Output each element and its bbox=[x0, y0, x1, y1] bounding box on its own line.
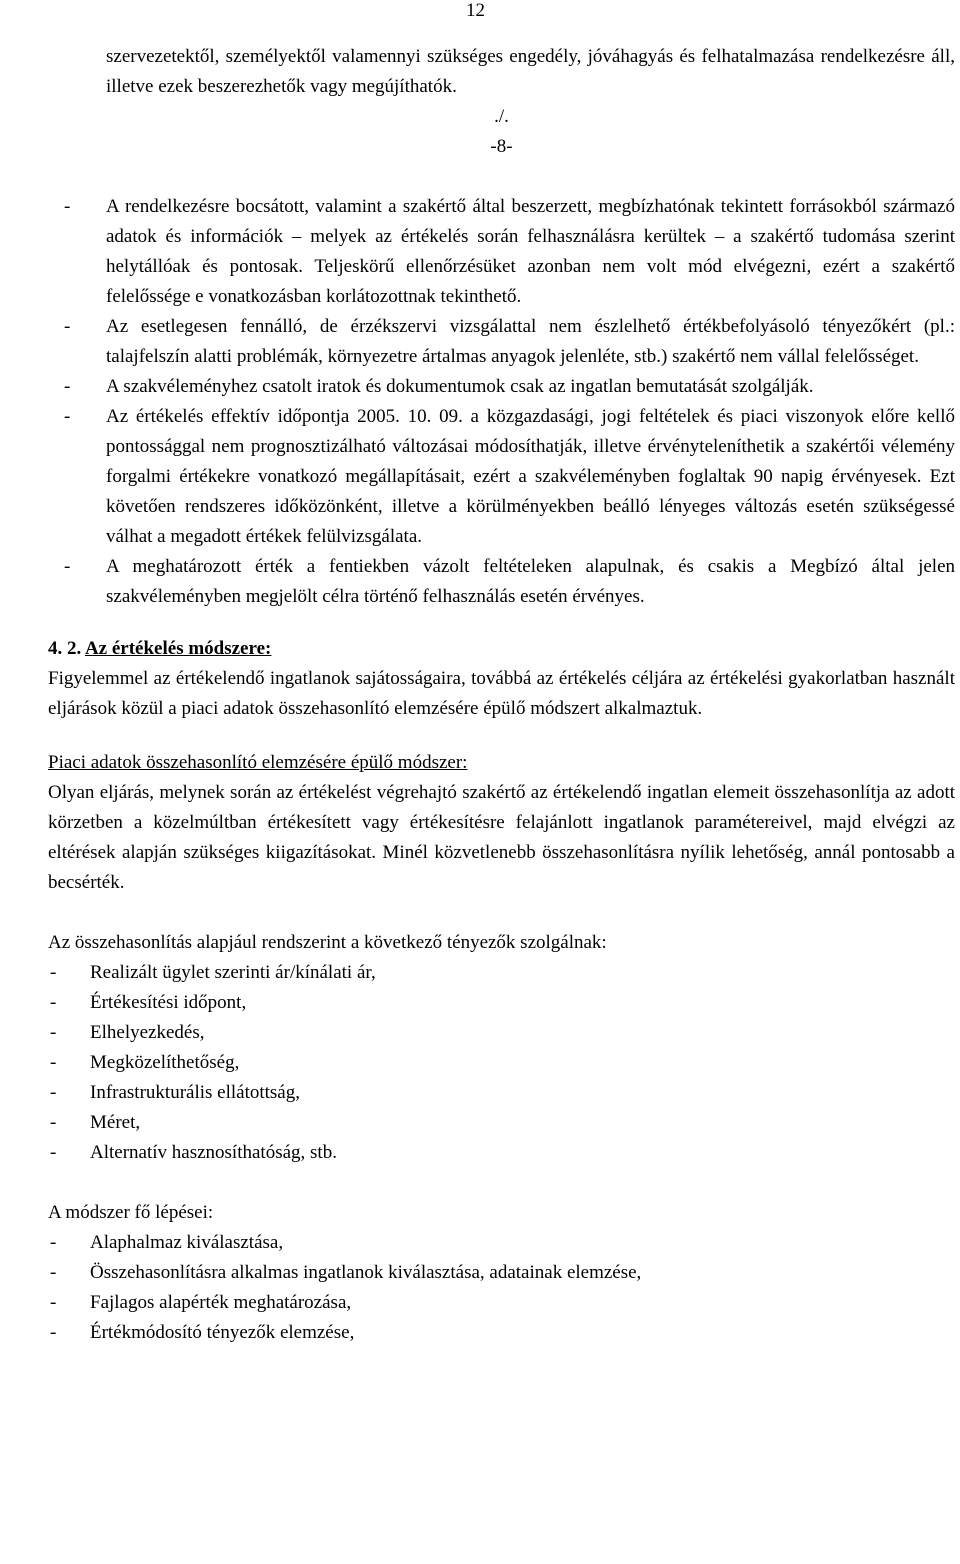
factors-intro: Az összehasonlítás alapjául rendszerint a következő tényezők szolgálnak: bbox=[48, 932, 607, 953]
list-item: - Összehasonlításra alkalmas ingatlanok kiválasztása, adatainak elemzése, bbox=[48, 1258, 955, 1288]
section-paragraph: Figyelemmel az értékelendő ingatlanok sajátosságaira, továbbá az értékelés céljára az értékelési gyakorlatban használt eljárások közül a piaci adatok összehasonlító elemzésére épülő módszert alkalmaztuk. bbox=[48, 668, 955, 719]
intro-paragraph: szervezetektől, személyektől valamennyi szükséges engedély, jóváhagyás és felhatalmazása rendelkezésre áll, illetve ezek beszerezhetők vagy megújíthatók. bbox=[106, 46, 955, 97]
method-heading: Piaci adatok összehasonlító elemzésére épülő módszer: bbox=[48, 752, 468, 773]
list-item: - Megközelíthetőség, bbox=[48, 1048, 955, 1078]
list-item: - Méret, bbox=[48, 1108, 955, 1138]
steps-intro: A módszer fő lépései: bbox=[48, 1202, 214, 1223]
list-item: - Alaphalmaz kiválasztása, bbox=[48, 1228, 955, 1258]
section-mark: -8- bbox=[490, 136, 513, 157]
section-heading bbox=[48, 634, 955, 664]
list-item: - Elhelyezkedés, bbox=[48, 1018, 955, 1048]
page-number: 12 bbox=[466, 0, 485, 21]
document-body bbox=[48, 42, 955, 1348]
section-title: Az értékelés módszere: bbox=[84, 638, 272, 659]
factors-list bbox=[48, 958, 955, 1168]
list-item: - Fajlagos alapérték meghatározása, bbox=[48, 1288, 955, 1318]
list-item: - Értékesítési időpont, bbox=[48, 988, 955, 1018]
conditions-list bbox=[48, 192, 955, 612]
end-mark: ./. bbox=[494, 106, 509, 127]
list-item: - Realizált ügylet szerinti ár/kínálati ár, bbox=[48, 958, 955, 988]
steps-list bbox=[48, 1228, 955, 1348]
list-item: - Értékmódosító tényezők elemzése, bbox=[48, 1318, 955, 1348]
section-number: 4. 2. bbox=[48, 638, 82, 659]
list-item: - A szakvéleményhez csatolt iratok és dokumentumok csak az ingatlan bemutatását szolgálják. bbox=[48, 372, 955, 402]
method-paragraph: Olyan eljárás, melynek során az értékelést végrehajtó szakértő az értékelendő ingatlan elemeit összehasonlítja az adott körzetben a közelmúltban értékesített vagy értékesítésre felajánlott ingatlanok paramétereivel, majd elvégzi az eltérések alapján szükséges kiigazításokat. Minél közvetlenebb összehasonlításra nyílik lehetőség, annál pontosabb a becsérték. bbox=[48, 782, 955, 893]
list-item: - A rendelkezésre bocsátott, valamint a szakértő által beszerzett, megbízhatónak tekintett forrásokból származó adatok és információk – melyek az értékelés során felhasználásra kerültek – a szakértő tudomása szerint helytállóak és pontosak. Teljeskörű ellenőrzésüket azonban nem volt mód elvégezni, ezért a szakértő felelőssége e vonatkozásban korlátozottnak tekinthető. bbox=[48, 192, 955, 312]
list-item: - Az értékelés effektív időpontja 2005. 10. 09. a közgazdasági, jogi feltételek és piaci viszonyok előre kellő pontossággal nem prognosztizálható változásai módosíthatják, illetve érvényteleníthetik a szakértői vélemény forgalmi értékekre vonatkozó megállapításait, ezért a szakvéleményben foglaltak 90 napig érvényesek. Ezt követően rendszeres időközönként, illetve a körülményekben beálló lényeges változás esetén szükségessé válhat a megadott értékek felülvizsgálata. bbox=[48, 402, 955, 552]
list-item: - Infrastrukturális ellátottság, bbox=[48, 1078, 955, 1108]
list-item: - Az esetlegesen fennálló, de érzékszervi vizsgálattal nem észlelhető értékbefolyásoló tényezőkért (pl.: talajfelszín alatti problémák, környezetre ártalmas anyagok jelenléte, stb.) szakértő nem vállal felelősséget. bbox=[48, 312, 955, 372]
list-item: - Alternatív hasznosíthatóság, stb. bbox=[48, 1138, 955, 1168]
list-item: - A meghatározott érték a fentiekben vázolt feltételeken alapulnak, és csakis a Megbízó által jelen szakvéleményben megjelölt célra történő felhasználás esetén érvényes. bbox=[48, 552, 955, 612]
